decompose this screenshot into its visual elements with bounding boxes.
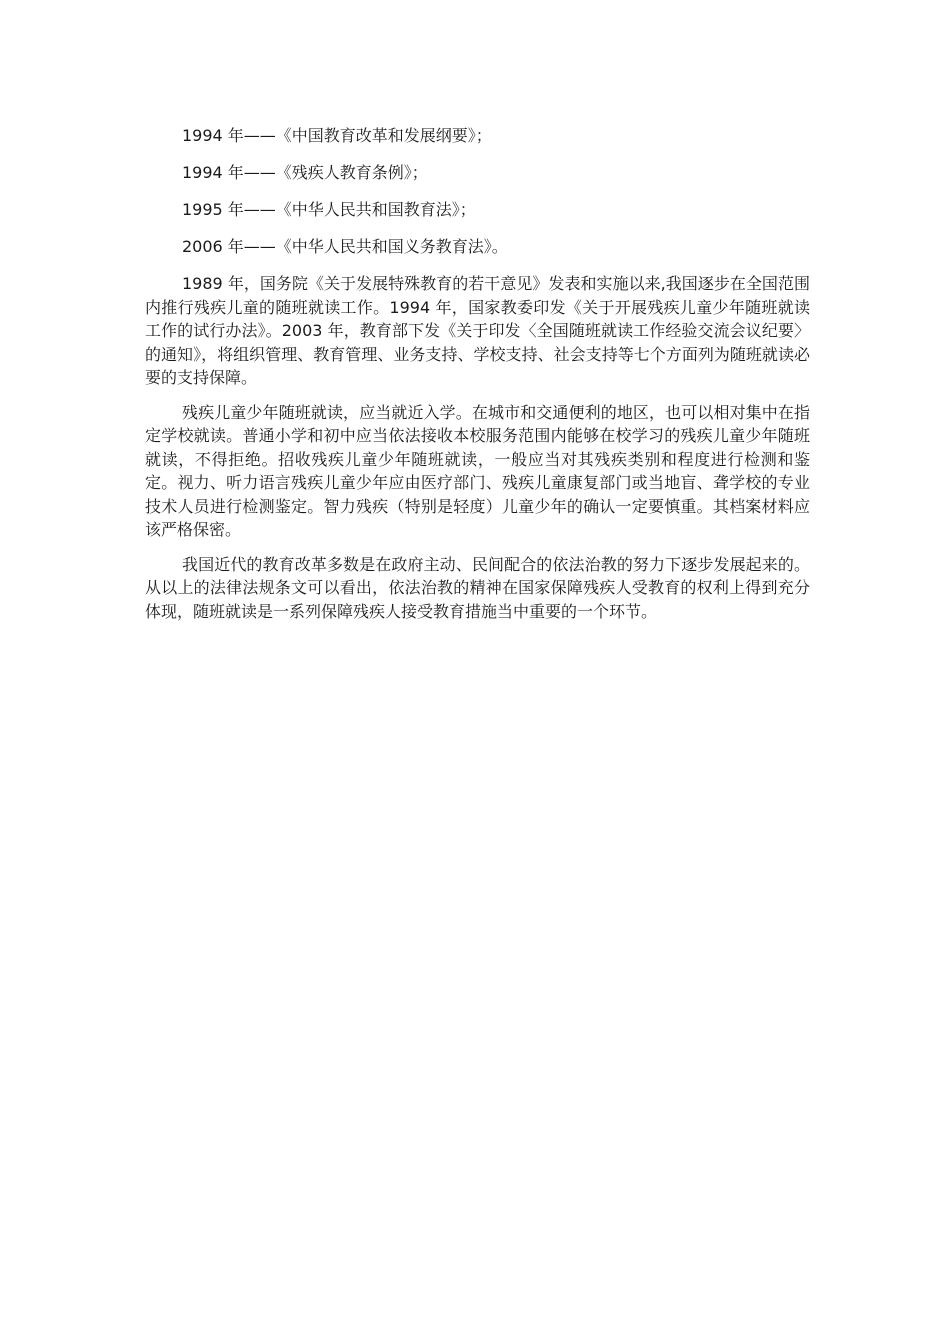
paragraph-policy-history: 1989 年，国务院《关于发展特殊教育的若干意见》发表和实施以来,我国逐步在全国范围内推行残疾儿童的随班就读工作。1994 年，国家教委印发《关于开展残疾儿童少年随班就读工作的试行办法》。2003 年，教育部下发《关于印发〈全国随班就读工作经验交流会议纪要〉的通知》，将组织管理、教育管理、业务支持、学校支持、社会支持等七个方面列为随班就读必要的支持保障。 bbox=[145, 274, 810, 387]
document-body bbox=[145, 124, 810, 634]
law-list-item: 1994 年——《残疾人教育条例》； bbox=[182, 163, 428, 182]
law-list-item: 1995 年——《中华人民共和国教育法》； bbox=[182, 200, 476, 219]
law-list-item: 2006 年——《中华人民共和国义务教育法》。 bbox=[182, 237, 508, 256]
law-list-item: 1994 年——《中国教育改革和发展纲要》； bbox=[182, 126, 492, 145]
paragraph-conclusion: 我国近代的教育改革多数是在政府主动、民间配合的依法治教的努力下逐步发展起来的。从以上的法律法规条文可以看出，依法治教的精神在国家保障残疾人受教育的权利上得到充分体现，随班就读是一系列保障残疾人接受教育措施当中重要的一个环节。 bbox=[145, 554, 810, 621]
paragraph-enrollment-rules: 残疾儿童少年随班就读，应当就近入学。在城市和交通便利的地区，也可以相对集中在指定学校就读。普通小学和初中应当依法接收本校服务范围内能够在校学习的残疾儿童少年随班就读，不得拒绝。招收残疾儿童少年随班就读，一般应当对其残疾类别和程度进行检测和鉴定。视力、听力语言残疾儿童少年应由医疗部门、残疾儿童康复部门或当地盲、聋学校的专业技术人员进行检测鉴定。智力残疾（特别是轻度）儿童少年的确认一定要慎重。其档案材料应该严格保密。 bbox=[145, 402, 810, 539]
